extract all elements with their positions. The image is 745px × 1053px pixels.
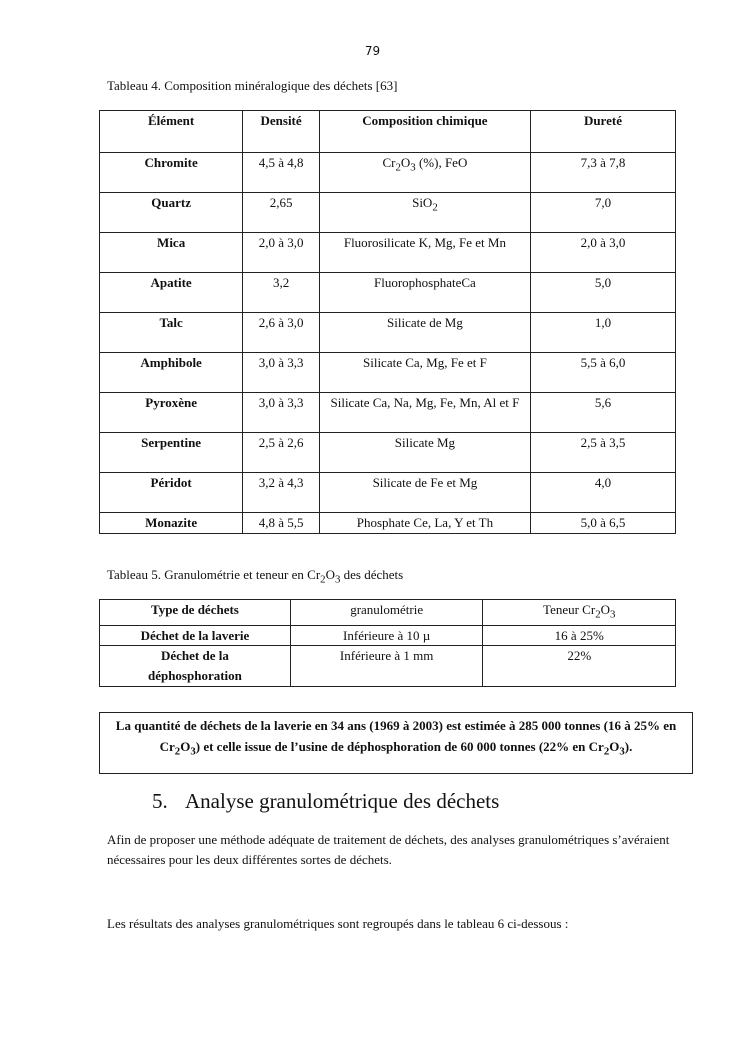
- cell-element: Pyroxène: [100, 393, 243, 433]
- cell-composition: Fluorosilicate K, Mg, Fe et Mn: [319, 233, 530, 273]
- header-composition: Composition chimique: [319, 111, 530, 153]
- cell-density: 2,65: [243, 193, 320, 233]
- table-row: [100, 153, 676, 193]
- cell-density: 4,5 à 4,8: [243, 153, 320, 193]
- cell-granulometry: Inférieure à 10 µ: [290, 625, 483, 645]
- table-header-row: [100, 111, 676, 153]
- cell-composition: Silicate Ca, Mg, Fe et F: [319, 353, 530, 393]
- cell-density: 3,0 à 3,3: [243, 393, 320, 433]
- cell-composition: Silicate de Fe et Mg: [319, 473, 530, 513]
- cell-element: Amphibole: [100, 353, 243, 393]
- mineral-composition-table: [99, 110, 676, 534]
- cell-waste-type: Déchet de la déphosphoration: [100, 645, 291, 686]
- table5-caption: Tableau 5. Granulométrie et teneur en $Cr_2O_3$ des déchets: [107, 567, 404, 586]
- section-number: 5.: [152, 789, 168, 813]
- cell-waste-type: Déchet de la laverie: [100, 625, 291, 645]
- granulometry-table: [99, 599, 676, 687]
- cell-composition: SiO$_2$: [319, 193, 530, 233]
- cell-hardness: 7,3 à 7,8: [530, 153, 675, 193]
- table-row: [100, 433, 676, 473]
- cell-density: 4,8 à 5,5: [243, 513, 320, 534]
- cell-composition: Silicate Mg: [319, 433, 530, 473]
- cell-element: Mica: [100, 233, 243, 273]
- cell-density: 2,5 à 2,6: [243, 433, 320, 473]
- cell-hardness: 2,0 à 3,0: [530, 233, 675, 273]
- page-number: 79: [364, 44, 381, 58]
- cell-composition: $Cr_2O_3$ (%), FeO: [319, 153, 530, 193]
- paragraph-intro: Afin de proposer une méthode adéquate de traitement de déchets, des analyses granulométriques s’avéraient nécessaires pour les deux différentes sortes de déchets.: [107, 832, 670, 867]
- table-row: [100, 233, 676, 273]
- cell-density: 3,2 à 4,3: [243, 473, 320, 513]
- header-element: Élément: [100, 111, 243, 153]
- table-row: [100, 645, 676, 686]
- cell-density: 3,2: [243, 273, 320, 313]
- cell-element: Péridot: [100, 473, 243, 513]
- section-title: Analyse granulométrique des déchets: [185, 789, 500, 813]
- cell-element: Chromite: [100, 153, 243, 193]
- header-cr2o3-content: Teneur $Cr_2O_3$: [483, 600, 676, 626]
- cell-hardness: 5,0 à 6,5: [530, 513, 675, 534]
- table-row: [100, 393, 676, 433]
- table-header-row: [100, 600, 676, 626]
- cell-cr2o3-content: 22%: [483, 645, 676, 686]
- paragraph-results: Les résultats des analyses granulométriques sont regroupés dans le tableau 6 ci-dessous :: [107, 916, 569, 931]
- table-row: [100, 625, 676, 645]
- header-granulometry: granulométrie: [290, 600, 483, 626]
- cell-element: Apatite: [100, 273, 243, 313]
- cell-element: Talc: [100, 313, 243, 353]
- table-row: [100, 513, 676, 534]
- table-row: [100, 473, 676, 513]
- cell-composition: Silicate Ca, Na, Mg, Fe, Mn, Al et F: [319, 393, 530, 433]
- cell-hardness: 5,5 à 6,0: [530, 353, 675, 393]
- cell-density: 2,0 à 3,0: [243, 233, 320, 273]
- cell-cr2o3-content: 16 à 25%: [483, 625, 676, 645]
- cell-composition: FluorophosphateCa: [319, 273, 530, 313]
- cell-composition: Silicate de Mg: [319, 313, 530, 353]
- cell-composition: Phosphate Ce, La, Y et Th: [319, 513, 530, 534]
- table-row: [100, 353, 676, 393]
- table-row: [100, 193, 676, 233]
- cell-hardness: 2,5 à 3,5: [530, 433, 675, 473]
- table-row: [100, 313, 676, 353]
- cell-hardness: 1,0: [530, 313, 675, 353]
- cell-element: Quartz: [100, 193, 243, 233]
- table4-caption: Tableau 4. Composition minéralogique des déchets [63]: [107, 78, 398, 93]
- cell-hardness: 4,0: [530, 473, 675, 513]
- header-hardness: Dureté: [530, 111, 675, 153]
- cell-density: 2,6 à 3,0: [243, 313, 320, 353]
- table-row: [100, 273, 676, 313]
- summary-note-box: La quantité de déchets de la laverie en 34 ans (1969 à 2003) est estimée à 285 000 tonnes (16 à 25% en $Cr_2O_3$) et celle issue de l’usine de déphosphoration de 60 000 tonnes (22% en $Cr_2O_3$).: [99, 712, 693, 774]
- header-waste-type: Type de déchets: [100, 600, 291, 626]
- cell-hardness: 7,0: [530, 193, 675, 233]
- cell-hardness: 5,0: [530, 273, 675, 313]
- cell-granulometry: Inférieure à 1 mm: [290, 645, 483, 686]
- cell-element: Serpentine: [100, 433, 243, 473]
- cell-element: Monazite: [100, 513, 243, 534]
- cell-hardness: 5,6: [530, 393, 675, 433]
- header-density: Densité: [243, 111, 320, 153]
- section-heading: [152, 789, 499, 814]
- cell-density: 3,0 à 3,3: [243, 353, 320, 393]
